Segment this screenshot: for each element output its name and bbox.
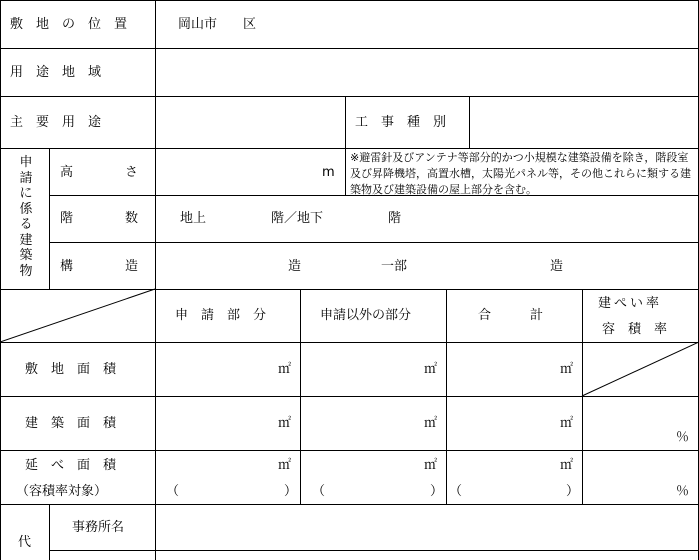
header-diagonal [0, 289, 155, 342]
height-label: 高 さ [60, 165, 139, 180]
site-location-label: 敷 地 の 位 置 [10, 17, 128, 32]
floors-value[interactable]: 地上 階／地下 階 [180, 211, 402, 226]
site-area-applied-unit: ㎡ [278, 362, 292, 377]
structure-value-1: 造 [288, 259, 302, 274]
building-area-other-unit: ㎡ [424, 416, 438, 431]
coverage-ratio-percent: ％ [676, 430, 690, 445]
site-ratio-diagonal [582, 342, 699, 396]
work-type-field[interactable] [471, 98, 697, 146]
site-location-value[interactable]: 岡山市 区 [178, 17, 257, 32]
total-paren-open: （ [449, 484, 463, 499]
building-area-label: 建 築 面 積 [25, 416, 117, 431]
total-floor-area-sub-label: （容積率対象） [16, 484, 108, 499]
structure-label: 構 造 [60, 259, 139, 274]
building-area-total-unit: ㎡ [560, 416, 574, 431]
agent-label: 代 [18, 535, 32, 550]
site-area-total-unit: ㎡ [560, 362, 574, 377]
header-total: 合 計 [478, 308, 544, 323]
header-applied-part: 申 請 部 分 [175, 308, 267, 323]
floor-area-ratio-percent: ％ [676, 484, 690, 499]
zoning-field[interactable] [157, 50, 697, 95]
other-paren-open: （ [312, 484, 326, 499]
header-floor-area-ratio: 容 積 率 [602, 322, 668, 337]
structure-value-2: 一部 [381, 259, 408, 274]
structure-value-3: 造 [550, 259, 564, 274]
height-note: ※避雷針及びアンテナ等部分的かつ小規模な建築設備を除き，階段室及び昇降機塔，高置水槽，太陽光パネル等，その他これらに類する建築物及び建築設備の屋上部分を含む。 [350, 151, 691, 196]
work-type-label: 工 事 種 別 [355, 115, 447, 130]
floors-label: 階 数 [60, 211, 139, 226]
site-area-label: 敷 地 面 積 [25, 362, 117, 377]
total-paren-close: ） [566, 484, 580, 499]
total-floor-area-label: 延 べ 面 積 [25, 458, 117, 473]
site-area-other-unit: ㎡ [424, 362, 438, 377]
building-group-label: 申請に係る建築物 [19, 155, 33, 279]
office-name-field[interactable] [157, 506, 697, 549]
applied-paren-close: ） [284, 484, 298, 499]
main-use-field[interactable] [157, 98, 343, 146]
office-name-label: 事務所名 [72, 520, 125, 535]
height-unit: m [322, 165, 335, 180]
total-floor-area-total-unit: ㎡ [560, 458, 574, 473]
total-floor-area-applied-unit: ㎡ [278, 458, 292, 473]
building-area-applied-unit: ㎡ [278, 416, 292, 431]
header-other-part: 申請以外の部分 [320, 308, 412, 323]
total-floor-area-other-unit: ㎡ [424, 458, 438, 473]
main-use-label: 主 要 用 途 [10, 115, 102, 130]
other-paren-close: ） [430, 484, 444, 499]
header-coverage-ratio: 建ぺい率 [598, 296, 663, 311]
zoning-label: 用 途 地 域 [10, 65, 102, 80]
applied-paren-open: （ [166, 484, 180, 499]
